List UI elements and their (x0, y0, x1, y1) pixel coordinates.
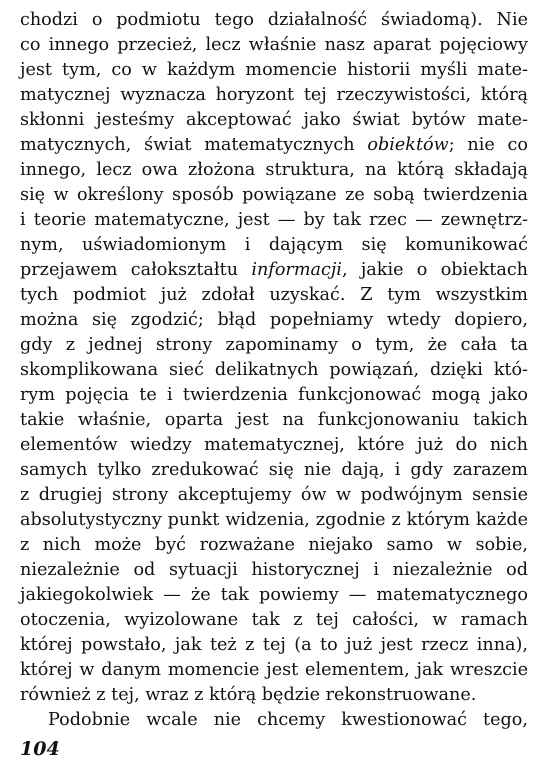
text-line: i teorie matematyczne, jest — by tak rzec — zewnętrz- (20, 210, 528, 230)
text-line: nym, uświadomionym i dającym się komunikować (20, 235, 528, 255)
text-line: tych podmiot już zdołał uzyskać. Z tym wszystkim (20, 285, 528, 305)
text-line: niezależnie od sytuacji historycznej i niezależnie od (20, 560, 528, 580)
text-line: samych tylko zredukować się nie dają, i gdy zarazem (20, 460, 528, 480)
text-line: której powstało, jak też z tej (a to już jest rzecz inna), (20, 635, 528, 655)
text-line: z nich może być rozważane niejako samo w sobie, (20, 535, 528, 555)
text-line: otoczenia, wyizolowane tak z tej całości, w ramach (20, 610, 528, 630)
emphasis-text: informacji (251, 260, 342, 280)
text-line: matycznej wyznacza horyzont tej rzeczywistości, którą (20, 85, 528, 105)
text-line: jest tym, co w każdym momencie historii myśli mate- (20, 60, 528, 80)
text-line: absolutystyczny punkt widzenia, zgodnie z którym każde (20, 510, 528, 530)
text-line: Podobnie wcale nie chcemy kwestionować tego, (48, 710, 528, 730)
text-line: co innego przecież, lecz właśnie nasz aparat pojęciowy (20, 35, 528, 55)
text-line: gdy z jednej strony zapominamy o tym, że cała ta (20, 335, 528, 355)
text-line: skłonni jesteśmy akceptować jako świat bytów mate- (20, 110, 528, 130)
text-line: jakiegokolwiek — że tak powiemy — matematycznego (20, 585, 528, 605)
text-line: z drugiej strony akceptujemy ów w podwójnym sensie (20, 485, 528, 505)
body-text (20, 8, 528, 733)
text-line: rym pojęcia te i twierdzenia funkcjonować mogą jako (20, 385, 528, 405)
text-line: chodzi o podmiotu tego działalność świadomą). Nie (20, 10, 528, 30)
text-line: innego, lecz owa złożona struktura, na którą składają (20, 160, 528, 180)
emphasis-text: obiektów (367, 135, 449, 155)
text-line: matycznych, świat matematycznych obiektów; nie co (20, 135, 528, 155)
text-line: również z tej, wraz z którą będzie rekonstruowane. (20, 685, 477, 705)
text-line: przejawem całokształtu informacji, jakie o obiektach (20, 260, 528, 280)
text-line: się w określony sposób powiązane ze sobą twierdzenia (20, 185, 528, 205)
page-number: 104 (20, 738, 60, 760)
text-line: skomplikowana sieć delikatnych powiązań, dzięki któ- (20, 360, 528, 380)
text-line: można się zgodzić; błąd popełniamy wtedy dopiero, (20, 310, 528, 330)
text-line: takie właśnie, oparta jest na funkcjonowaniu takich (20, 410, 528, 430)
text-line: której w danym momencie jest elementem, jak wreszcie (20, 660, 528, 680)
text-line: elementów wiedzy matematycznej, które już do nich (20, 435, 528, 455)
